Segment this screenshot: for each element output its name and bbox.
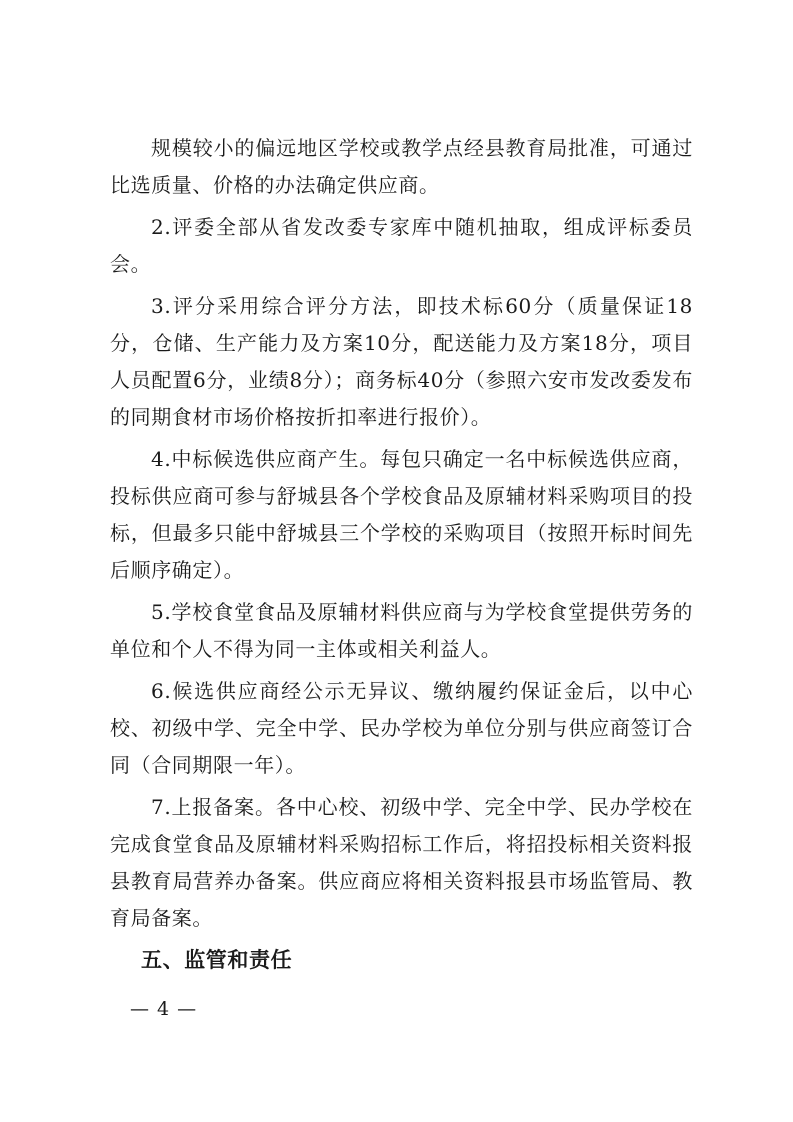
document-body bbox=[110, 130, 693, 979]
page-number: — 4 — bbox=[130, 998, 198, 1020]
paragraph-item-3: 3.评分采用综合评分方法，即技术标60分（质量保证18分，仓储、生产能力及方案10分，配送能力及方案18分，项目人员配置6分，业绩8分）；商务标40分（参照六安市发改委发布的同期食材市场价格按折扣率进行报价）。 bbox=[110, 294, 693, 429]
paragraph-item-5: 5.学校食堂食品及原辅材料供应商与为学校食堂提供劳务的单位和个人不得为同一主体或相关利益人。 bbox=[110, 600, 693, 661]
paragraph-item-2: 2.评委全部从省发改委专家库中随机抽取，组成评标委员会。 bbox=[110, 215, 693, 276]
section-heading: 五、监管和责任 bbox=[141, 948, 293, 972]
paragraph-selection-method: 规模较小的偏远地区学校或教学点经县教育局批准，可通过比选质量、价格的办法确定供应商。 bbox=[110, 136, 693, 197]
paragraph-item-4: 4.中标候选供应商产生。每包只确定一名中标候选供应商，投标供应商可参与舒城县各个学校食品及原辅材料采购项目的投标，但最多只能中舒城县三个学校的采购项目（按照开标时间先后顺序确定）。 bbox=[110, 447, 693, 582]
paragraph-item-7: 7.上报备案。各中心校、初级中学、完全中学、民办学校在完成食堂食品及原辅材料采购招标工作后，将招投标相关资料报县教育局营养办备案。供应商应将相关资料报县市场监管局、教育局备案。 bbox=[110, 795, 693, 930]
paragraph-item-6: 6.候选供应商经公示无异议、缴纳履约保证金后，以中心校、初级中学、完全中学、民办学校为单位分别与供应商签订合同（合同期限一年）。 bbox=[110, 679, 693, 777]
